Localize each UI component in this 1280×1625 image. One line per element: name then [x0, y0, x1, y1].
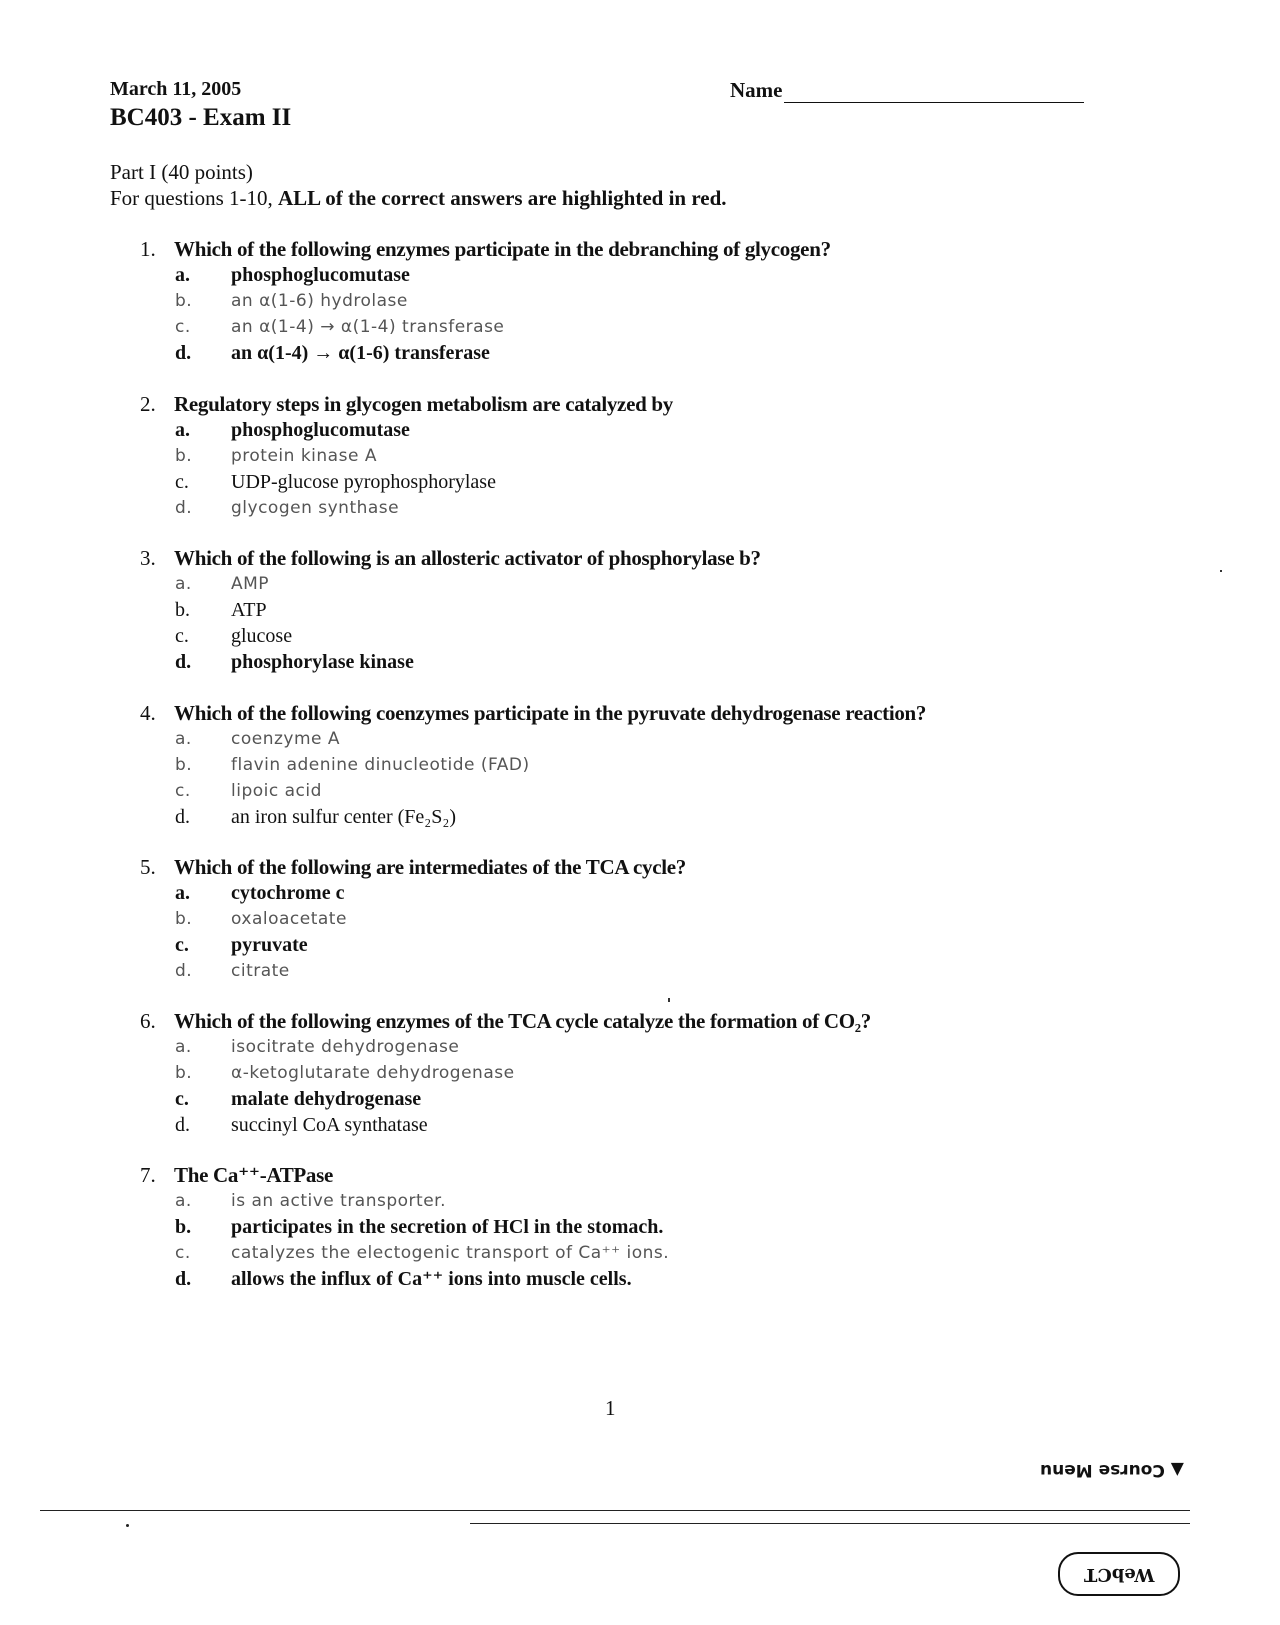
webct-logo[interactable]	[1058, 1552, 1180, 1596]
question-text: Regulatory steps in glycogen metabolism are catalyzed by	[174, 392, 674, 416]
option-d	[140, 495, 673, 521]
option-b	[140, 1214, 669, 1240]
option-text: phosphoglucomutase	[231, 419, 410, 441]
question-7	[140, 1162, 669, 1292]
question-6	[140, 1008, 871, 1138]
option-d	[140, 1112, 871, 1138]
instructions	[110, 186, 727, 211]
option-letter: b.	[175, 755, 193, 775]
scan-speck	[1220, 570, 1222, 572]
option-letter: c.	[175, 781, 191, 801]
option-letter: a.	[175, 574, 192, 594]
option-text: ATP	[231, 599, 267, 621]
option-letter: a.	[175, 729, 192, 749]
question-number: 6.	[140, 1009, 156, 1033]
option-c	[140, 623, 761, 649]
option-a	[140, 1188, 669, 1214]
option-letter: a.	[175, 1037, 192, 1057]
option-letter: a.	[175, 264, 190, 286]
option-letter: c.	[175, 625, 189, 647]
name-field	[730, 78, 1084, 103]
exam-date: March 11, 2005	[110, 78, 242, 100]
question-text: Which of the following is an allosteric activator of phosphorylase b?	[174, 546, 761, 570]
option-b	[140, 752, 926, 778]
question-2	[140, 391, 673, 521]
option-c	[140, 1240, 669, 1266]
option-a	[140, 1034, 871, 1060]
course-menu-link[interactable]: ▲ Course Menu	[1040, 1460, 1184, 1480]
option-letter: c.	[175, 1088, 189, 1110]
instructions-plain: For questions 1-10,	[110, 186, 278, 210]
option-letter: c.	[175, 934, 189, 956]
option-letter: d.	[175, 1268, 192, 1290]
logo-text: WebCT	[1083, 1563, 1155, 1585]
option-letter: d.	[175, 651, 192, 673]
option-c	[140, 932, 686, 958]
instructions-bold: ALL of the correct answers are highlighted in red.	[278, 186, 727, 210]
option-c	[140, 1086, 871, 1112]
option-letter: b.	[175, 909, 193, 929]
option-letter: b.	[175, 446, 193, 466]
name-label: Name	[730, 78, 783, 102]
option-b	[140, 597, 761, 623]
option-letter: b.	[175, 1216, 192, 1238]
option-text: succinyl CoA synthatase	[231, 1114, 428, 1136]
option-letter: b.	[175, 1063, 193, 1083]
option-text: oxaloacetate	[231, 909, 347, 929]
question-number: 5.	[140, 855, 156, 879]
option-letter: b.	[175, 599, 190, 621]
option-text: an iron sulfur center (Fe₂S₂)	[231, 806, 456, 828]
question-text: Which of the following enzymes of the TCA cycle catalyze the formation of CO₂?	[174, 1009, 871, 1033]
option-letter: a.	[175, 419, 190, 441]
option-c	[140, 314, 831, 340]
option-a	[140, 262, 831, 288]
option-text: an α(1-4) → α(1-6) transferase	[231, 342, 490, 364]
question-3	[140, 545, 761, 675]
option-c	[140, 778, 926, 804]
option-a	[140, 726, 926, 752]
question-text: Which of the following coenzymes participate in the pyruvate dehydrogenase reaction?	[174, 701, 927, 725]
option-text: isocitrate dehydrogenase	[231, 1037, 460, 1057]
option-d	[140, 340, 831, 366]
option-a	[140, 571, 761, 597]
option-b	[140, 1060, 871, 1086]
scan-speck	[126, 1524, 129, 1527]
footer-divider	[40, 1510, 1190, 1511]
exam-title: BC403 - Exam II	[110, 104, 292, 131]
option-letter: b.	[175, 291, 193, 311]
option-text: malate dehydrogenase	[231, 1088, 422, 1110]
scan-speck	[668, 998, 670, 1002]
option-letter: d.	[175, 342, 192, 364]
option-d	[140, 804, 926, 830]
name-blank-line	[784, 80, 1084, 103]
option-text: phosphoglucomutase	[231, 264, 410, 286]
option-text: UDP-glucose pyrophosphorylase	[231, 471, 496, 493]
question-1	[140, 236, 831, 366]
option-c	[140, 469, 673, 495]
question-text: The Ca⁺⁺-ATPase	[174, 1163, 334, 1187]
option-letter: d.	[175, 498, 193, 518]
question-number: 2.	[140, 392, 156, 416]
option-d	[140, 958, 686, 984]
option-text: participates in the secretion of HCl in the stomach.	[231, 1216, 664, 1238]
question-number: 3.	[140, 546, 156, 570]
option-letter: c.	[175, 317, 191, 337]
option-text: flavin adenine dinucleotide (FAD)	[231, 755, 530, 775]
option-text: glycogen synthase	[231, 498, 400, 518]
option-text: α-ketoglutarate dehydrogenase	[231, 1063, 515, 1083]
option-a	[140, 880, 686, 906]
question-number: 7.	[140, 1163, 156, 1187]
option-b	[140, 443, 673, 469]
option-letter: a.	[175, 882, 190, 904]
option-text: phosphorylase kinase	[231, 651, 414, 673]
option-text: AMP	[231, 574, 270, 594]
option-text: coenzyme A	[231, 729, 341, 749]
option-a	[140, 417, 673, 443]
option-text: protein kinase A	[231, 446, 377, 466]
option-text: allows the influx of Ca⁺⁺ ions into muscle cells.	[231, 1268, 632, 1290]
option-text: is an active transporter.	[231, 1191, 446, 1211]
option-text: an α(1-4) → α(1-4) transferase	[231, 317, 505, 337]
option-letter: c.	[175, 1243, 191, 1263]
option-letter: a.	[175, 1191, 192, 1211]
option-b	[140, 288, 831, 314]
option-letter: d.	[175, 961, 193, 981]
option-text: an α(1-6) hydrolase	[231, 291, 408, 311]
option-text: citrate	[231, 961, 290, 981]
page-number: 1	[605, 1396, 616, 1420]
option-text: lipoic acid	[231, 781, 322, 801]
question-number: 4.	[140, 701, 156, 725]
question-text: Which of the following are intermediates of the TCA cycle?	[174, 855, 686, 879]
option-text: cytochrome c	[231, 882, 345, 904]
option-letter: d.	[175, 1114, 190, 1136]
question-5	[140, 854, 686, 984]
option-letter: c.	[175, 471, 189, 493]
option-b	[140, 906, 686, 932]
option-text: glucose	[231, 625, 293, 647]
option-d	[140, 1266, 669, 1292]
option-text: catalyzes the electogenic transport of Ca⁺⁺ ions.	[231, 1243, 670, 1263]
option-letter: d.	[175, 806, 190, 828]
question-text: Which of the following enzymes participate in the debranching of glycogen?	[174, 237, 831, 261]
part-heading: Part I (40 points)	[110, 160, 253, 184]
option-d	[140, 649, 761, 675]
question-number: 1.	[140, 237, 156, 261]
option-text: pyruvate	[231, 934, 308, 956]
footer-divider-secondary	[470, 1523, 1190, 1524]
question-4	[140, 700, 926, 830]
